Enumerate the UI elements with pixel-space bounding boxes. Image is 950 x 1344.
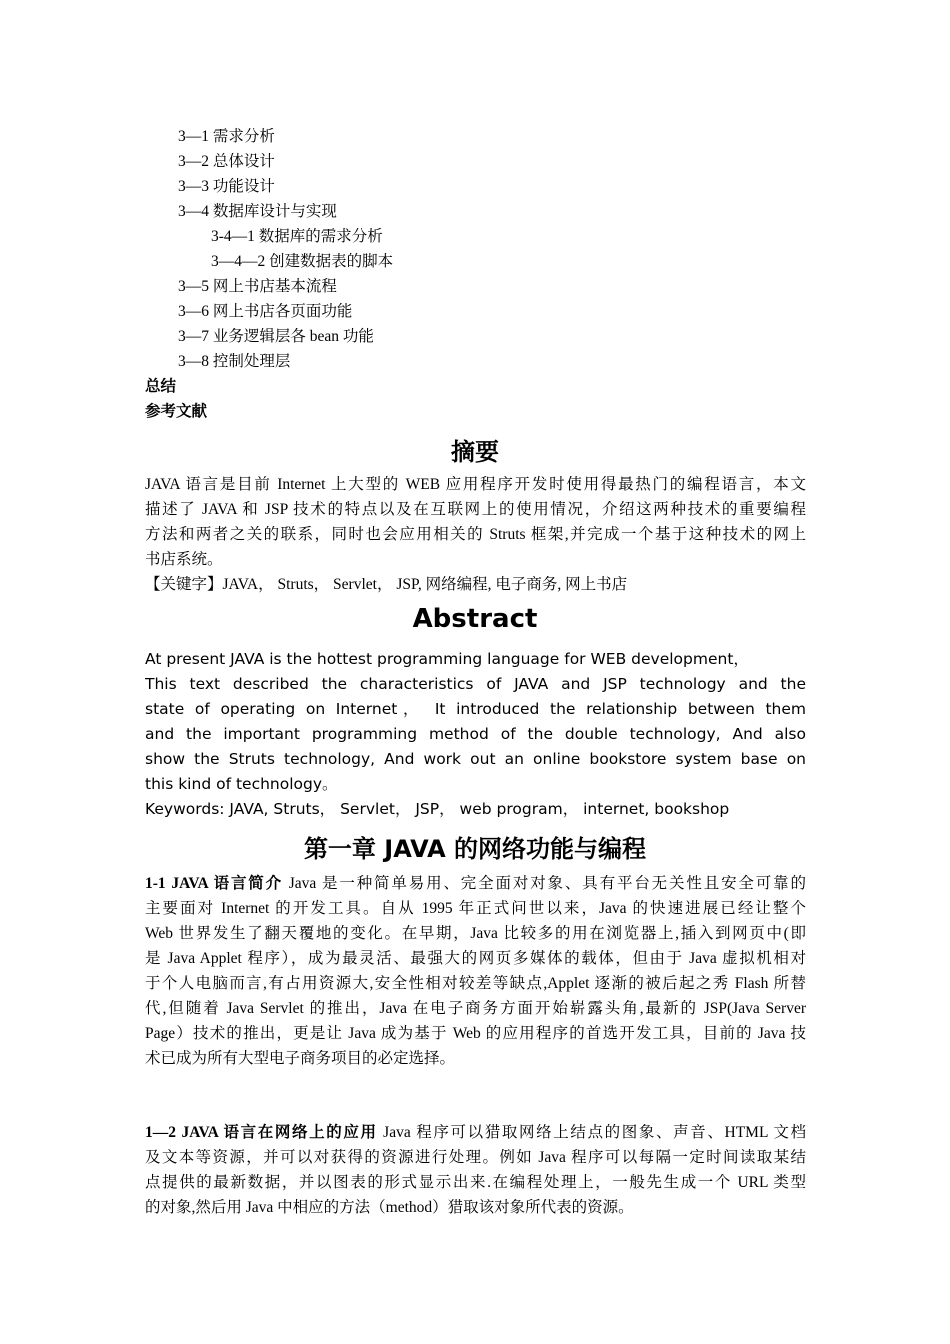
- toc-item[interactable]: 3—1 需求分析: [178, 128, 275, 145]
- text-line: Page）技术的推出，更是让 Java 成为基于 Web 的应用程序的首选开发工具，目前的 Java 技: [145, 1025, 806, 1042]
- text-line: Web 世界发生了翻天覆地的变化。在早期，Java 比较多的用在浏览器上,插入到网页中(即: [145, 925, 806, 942]
- toc-item[interactable]: 3—4 数据库设计与实现: [178, 203, 337, 220]
- chapter-title: 第一章 JAVA 的网络功能与编程: [303, 835, 647, 863]
- toc-item[interactable]: 3—5 网上书店基本流程: [178, 278, 337, 295]
- text-line: 及文本等资源，并可以对获得的资源进行处理。例如 Java 程序可以每隔一定时间读取某结: [145, 1149, 806, 1166]
- text-line: 书店系统。: [145, 551, 223, 568]
- text-line: 主要面对 Internet 的开发工具。自从 1995 年正式问世以来，Java 的快速进展已经让整个: [145, 900, 806, 917]
- text-line: this kind of technology。: [145, 775, 338, 793]
- text-line: 术已成为所有大型电子商务项目的必定选择。: [145, 1050, 456, 1067]
- text-line: 方法和两者之关的联系，同时也会应用相关的 Struts 框架,并完成一个基于这种技术的网上: [145, 526, 806, 543]
- text-line: 于个人电脑而言,有占用资源大,安全性相对较差等缺点,Applet 逐渐的被后起之秀 Flash 所替: [145, 975, 806, 992]
- keywords-en: Keywords: JAVA, Struts， Servlet， JSP， web program， internet, bookshop: [145, 800, 730, 818]
- text-line: 点提供的最新数据，并以图表的形式显示出来.在编程处理上，一般先生成一个 URL 类型: [145, 1174, 806, 1191]
- text-line: 的对象,然后用 Java 中相应的方法（method）猎取该对象所代表的资源。: [145, 1199, 634, 1216]
- table-of-contents: [145, 124, 806, 424]
- abstract-cn-title: 摘要: [451, 438, 499, 466]
- abstract-en-body: [145, 647, 806, 822]
- toc-item[interactable]: 3—6 网上书店各页面功能: [178, 303, 353, 320]
- toc-subitem[interactable]: 3-4—1 数据库的需求分析: [211, 228, 383, 245]
- text-line: show the Struts technology, And work out an online bookstore system base on: [145, 750, 806, 768]
- section-heading: 1-1 JAVA 语言简介: [145, 875, 283, 892]
- text-line: This text described the characteristics of JAVA and JSP technology and the: [145, 675, 806, 693]
- text-line: 代,但随着 Java Servlet 的推出，Java 在电子商务方面开始崭露头角,最新的 JSP(Java Server: [145, 1000, 806, 1017]
- section-heading: 1—2 JAVA 语言在网络上的应用: [145, 1124, 378, 1141]
- toc-item[interactable]: 3—2 总体设计: [178, 153, 275, 170]
- section-1-1: [145, 871, 806, 1071]
- text-line: 是 Java Applet 程序），成为最灵活、最强大的网页多媒体的载体，但由于 Java 虚拟机相对: [145, 950, 806, 967]
- abstract-cn-body: [145, 472, 806, 597]
- toc-item[interactable]: 3—3 功能设计: [178, 178, 275, 195]
- abstract-en-title: Abstract: [412, 604, 538, 634]
- toc-item-references[interactable]: 参考文献: [145, 402, 208, 420]
- text-line: 描述了 JAVA 和 JSP 技术的特点以及在互联网上的使用情况，介绍这两种技术的重要编程: [145, 501, 806, 518]
- toc-item[interactable]: 3—8 控制处理层: [178, 353, 291, 370]
- keywords-cn: 【关键字】JAVA， Struts， Servlet， JSP, 网络编程, 电子商务, 网上书店: [145, 576, 628, 593]
- text-line: state of operating on Internet， It introduced the relationship between them: [145, 700, 806, 718]
- section-1-2: [145, 1120, 806, 1220]
- text-line: At present JAVA is the hottest programming language for WEB development，: [145, 650, 749, 668]
- toc-subitem[interactable]: 3—4—2 创建数据表的脚本: [211, 253, 394, 270]
- text-line: Java 程序可以猎取网络上结点的图象、声音、HTML 文档: [377, 1124, 806, 1141]
- text-line: Java 是一种简单易用、完全面对对象、具有平台无关性且安全可靠的: [283, 875, 806, 892]
- text-line: and the important programming method of the double technology, And also: [145, 725, 806, 743]
- text-line: JAVA 语言是目前 Internet 上大型的 WEB 应用程序开发时使用得最热门的编程语言，本文: [145, 476, 806, 493]
- toc-item[interactable]: 3—7 业务逻辑层各 bean 功能: [178, 328, 374, 345]
- toc-item-summary[interactable]: 总结: [145, 377, 177, 395]
